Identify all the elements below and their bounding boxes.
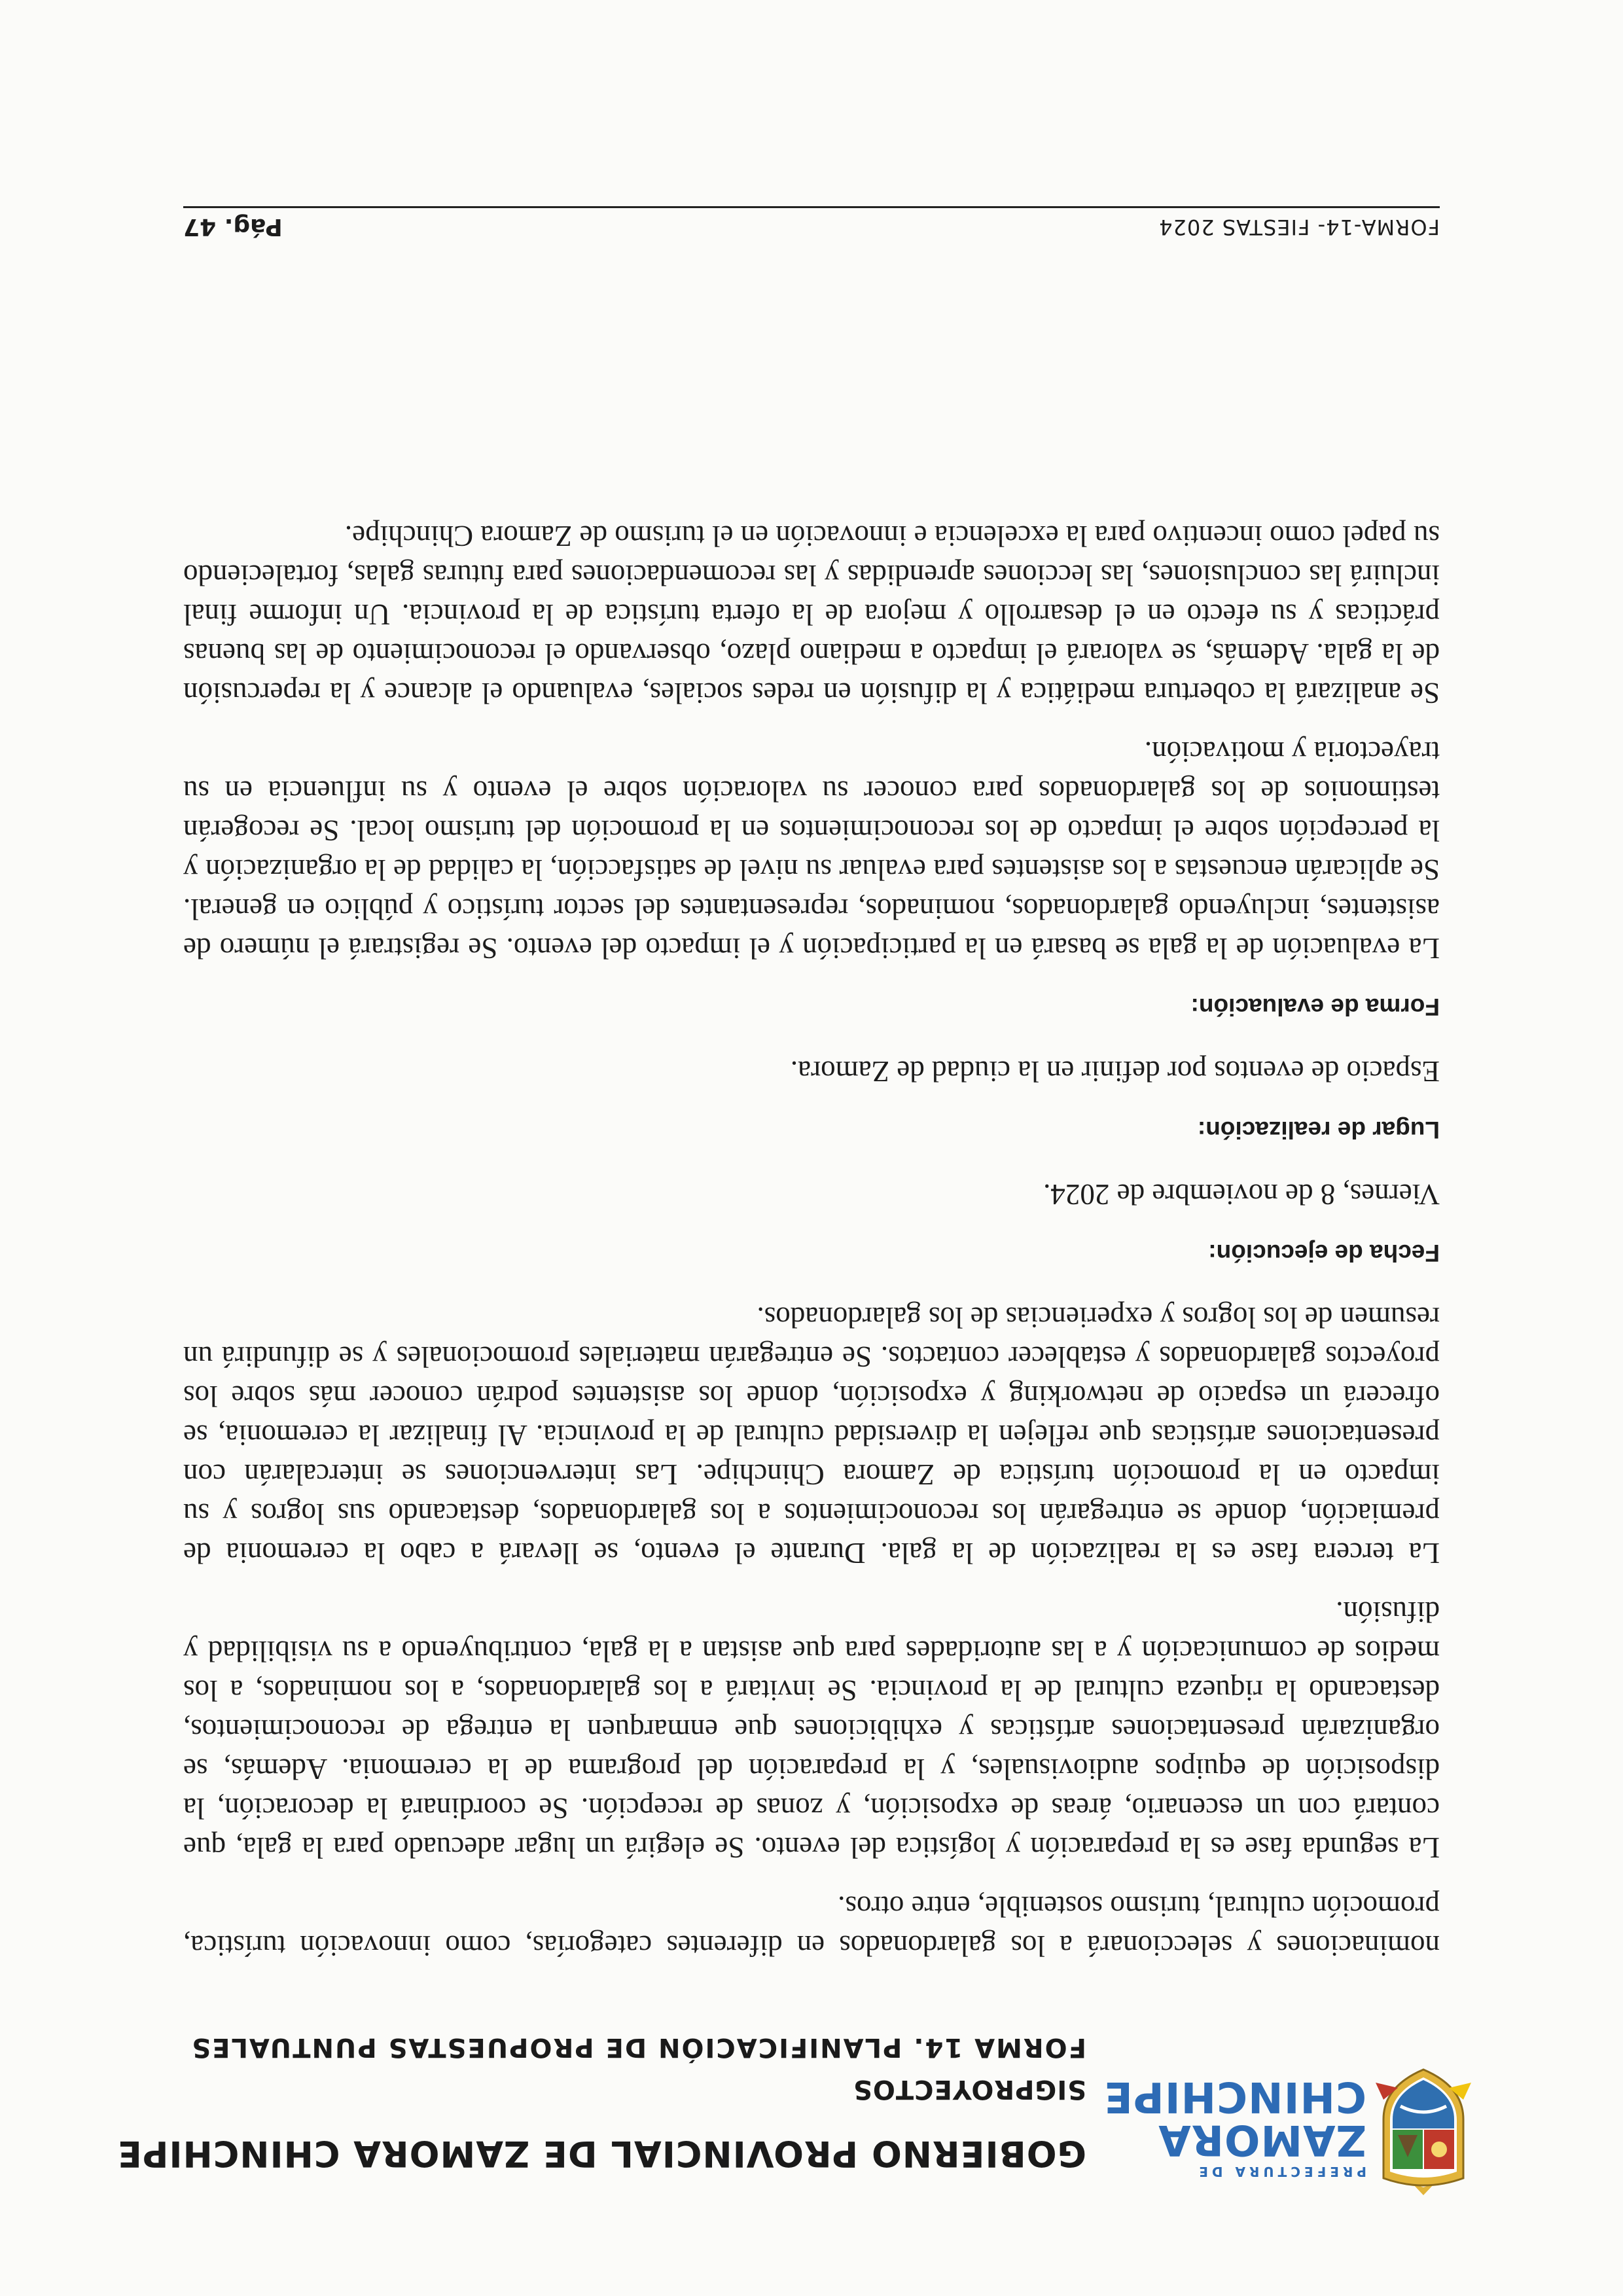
logo-line-zamora: ZAMORA bbox=[1158, 2115, 1366, 2164]
document-body bbox=[183, 497, 1440, 1965]
forma-title: FORMA 14. PLANIFICACIÓN DE PROPUESTAS PUNTUALES bbox=[190, 2032, 1086, 2062]
evaluation-label: Forma de evaluación: bbox=[1190, 994, 1440, 1020]
evaluation-paragraph-1: La evaluación de la gala se basará en la participación y el impacto del evento. Se registrará el número de asistentes, incluyendo galardonados, nominados, representantes del sector turístico y público en general. Se aplicarán encuestas a los asistentes para evaluar su nivel de satisfacción, la calidad de la organización y la percepción sobre el impacto de los reconocimientos en la promoción del turismo local. Se recogerán testimonios de los galardonados para conocer su valoración sobre el evento y su influencia en su trayectoria y motivación. bbox=[183, 736, 1440, 965]
second-phase-paragraph: La segunda fase es la preparación y logística del evento. Se elegirá un lugar adecuado para la gala, que contará con un escenario, áreas de exposición, y zonas de recepción. Se coordinará la decoración, la disposición de equipos audiovisuales, y la preparación del programa de la ceremonia. Además, se organizarán presentaciones artísticas y exhibiciones que enmarquen la entrega de reconocimientos, destacando la riqueza cultural de la provincia. Se invitará a los galardonados, a los nominados, a los medios de comunicación y a las autoridades para que asistan a la gala, contribuyendo a su visibilidad y difusión. bbox=[183, 1596, 1440, 1864]
venue-value: Espacio de eventos por definir en la ciudad de Zamora. bbox=[790, 1055, 1440, 1088]
prefectura-logo bbox=[1103, 2041, 1472, 2198]
page-header bbox=[116, 2028, 1472, 2198]
page-number: Pág. 47 bbox=[183, 213, 283, 240]
logo-line-chinchipe: CHINCHIPE bbox=[1103, 2072, 1366, 2121]
venue-label: Lugar de realización: bbox=[1197, 1117, 1440, 1143]
evaluation-paragraph-2: Se analizará la cobertura mediática y la difusión en redes sociales, evaluando el alcance y la repercusión de la gala. Además, se valorará el impacto a mediano plazo, observando el reconocimiento de las buenas prácticas y su efecto en el desarrollo y mejora de la oferta turística de la provincia. Un informe final incluirá las conclusiones, las lecciones aprendidas y las recomendaciones para futuras galas, fortaleciendo su papel como incentivo para la excelencia e innovación en el turismo de Zamora Chinchipe. bbox=[183, 520, 1440, 709]
page-footer bbox=[183, 206, 1440, 247]
system-title: SIGPROYECTOS bbox=[853, 2074, 1086, 2104]
third-phase-paragraph: La tercera fase es la realización de la gala. Durante el evento, se llevará a cabo la ceremonia de premiación, donde se entregarán los reconocimientos a los galardonados, destacando sus logros y su impacto en la promoción turística de Zamora Chinchipe. Las intervenciones se intercalarán con presentaciones artísticas que reflejen la diversidad cultural de la provincia. Al finalizar la ceremonia, se ofrecerá un espacio de networking y exposición, donde los asistentes podrán conocer más sobre los proyectos galardonados y establecer contactos. Se entregarán materiales promocionales y se difundirá un resumen de los logros y experiencias de los galardonados. bbox=[183, 1301, 1440, 1570]
footer-form-id: FORMA-14- FIESTAS 2024 bbox=[1158, 215, 1440, 240]
coat-of-arms-icon bbox=[1374, 2067, 1472, 2198]
organization-title: GOBIERNO PROVINCIAL DE ZAMORA CHINCHIPE bbox=[116, 2133, 1086, 2174]
execution-date-label: Fecha de ejecución: bbox=[1208, 1240, 1440, 1266]
execution-date-value: Viernes, 8 de noviembre de 2024. bbox=[1043, 1178, 1440, 1211]
intro-paragraph: nominaciones y seleccionará a los galardonados en diferentes categorías, como innovación turística, promoción cultural, turismo sostenible, entre otros. bbox=[183, 1890, 1440, 1962]
logo-prefix: PREFECTURA DE bbox=[1195, 2164, 1366, 2179]
